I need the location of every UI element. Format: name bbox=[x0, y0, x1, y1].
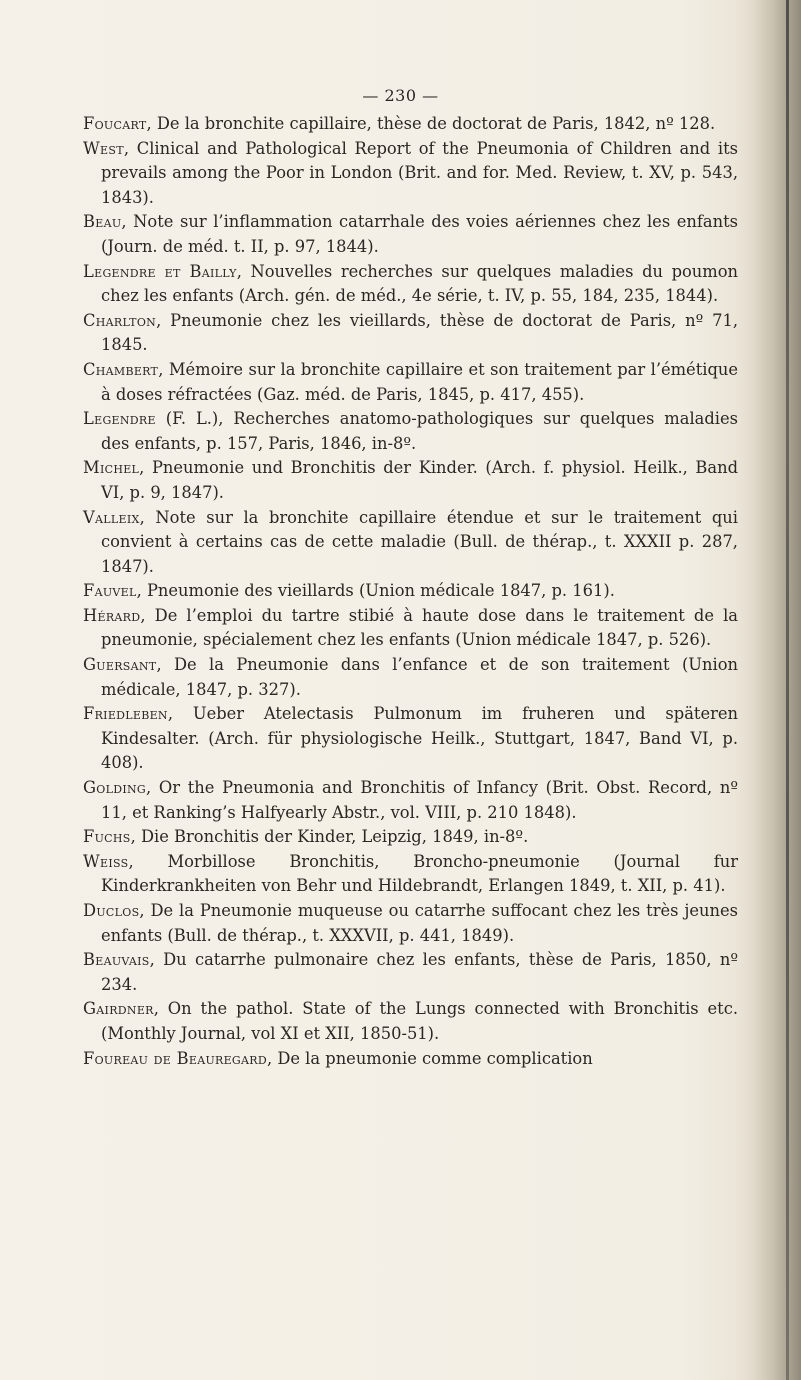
entry-author: Fuchs bbox=[83, 827, 131, 847]
bibliography-entry bbox=[83, 309, 738, 358]
bibliography-entry bbox=[83, 850, 738, 899]
entry-author: Charlton bbox=[83, 310, 157, 330]
entry-author: Golding bbox=[83, 778, 147, 798]
bibliography-entry bbox=[83, 358, 738, 407]
entry-text: , De la Pneumonie dans l’enfance et de son traitement (Union médicale, 1847, p. 327). bbox=[101, 655, 738, 699]
bibliography-entry bbox=[83, 825, 738, 850]
entry-author: Legendre et Bailly bbox=[83, 261, 237, 281]
bibliography-entry bbox=[83, 506, 738, 580]
bibliography-entry bbox=[83, 948, 738, 997]
bibliography-entry bbox=[83, 776, 738, 825]
entry-text: , Pneumonie des vieillards (Union médicale 1847, p. 161). bbox=[136, 581, 615, 601]
bibliography-entry bbox=[83, 137, 738, 211]
entry-text: , De l’emploi du tartre stibié à haute dose dans le traitement de la pneumonie, spécialement chez les enfants (Union médicale 1847, p. 526). bbox=[101, 605, 738, 650]
entry-text: , Ueber Atelectasis Pulmonum im fruheren und späteren Kindesalter. (Arch. für physiologische Heilk., Stuttgart, 1847, Band VI, p. 408). bbox=[101, 704, 738, 773]
binding-edge bbox=[786, 0, 789, 1380]
entry-author: Chambert bbox=[83, 359, 159, 379]
bibliography-entry bbox=[83, 899, 738, 948]
entry-author: Legendre bbox=[83, 409, 156, 429]
bibliography-entry bbox=[83, 702, 738, 776]
entry-text: , Note sur la bronchite capillaire étendue et sur le traitement qui convient à certains cas de cette maladie (Bull. de thérap., t. XXXII p. 287, 1847). bbox=[101, 507, 738, 576]
bibliography-entry bbox=[83, 407, 738, 456]
entry-author: Hérard bbox=[83, 605, 141, 625]
bibliography-entry bbox=[83, 997, 738, 1046]
entry-author: West bbox=[83, 138, 124, 158]
entry-text: , Du catarrhe pulmonaire chez les enfants, thèse de Paris, 1850, nº 234. bbox=[101, 950, 738, 994]
bibliography-entry bbox=[83, 210, 738, 259]
entry-text: , Pneumonie chez les vieillards, thèse de doctorat de Paris, nº 71, 1845. bbox=[101, 310, 738, 355]
entry-author: Foureau de Beauregard bbox=[83, 1048, 267, 1068]
entry-author: Fauvel bbox=[83, 581, 137, 601]
entry-text: (F. L.), Recherches anatomo-pathologiques sur quelques maladies des enfants, p. 157, Paris, 1846, in-8º. bbox=[101, 409, 738, 453]
entry-author: Gairdner bbox=[83, 999, 154, 1019]
entry-text: , De la pneumonie comme complication bbox=[266, 1048, 593, 1068]
entry-text: , Nouvelles recherches sur quelques maladies du poumon chez les enfants (Arch. gén. de méd., 4e série, t. IV, p. 55, 184, 235, 1844). bbox=[101, 261, 739, 306]
entry-text: , De la bronchite capillaire, thèse de doctorat de Paris, 1842, nº 128. bbox=[146, 114, 716, 133]
entry-text: , Note sur l’inflammation catarrhale des voies aériennes chez les enfants (Journ. de méd. t. II, p. 97, 1844). bbox=[101, 212, 738, 256]
entry-author: Michel bbox=[83, 458, 140, 478]
entry-text: , Or the Pneumonia and Bronchitis of Infancy (Brit. Obst. Record, nº 11, et Ranking’s Halfyearly Abstr., vol. VIII, p. 210 1848). bbox=[101, 778, 738, 822]
entry-author: Beauvais bbox=[83, 950, 150, 970]
bibliography-entry bbox=[83, 456, 738, 505]
entry-author: Guersant bbox=[83, 655, 157, 675]
entry-text: , Morbillose Bronchitis, Broncho-pneumonie (Journal fur Kinderkrankheiten von Behr und Hildebrandt, Erlangen 1849, t. XII, p. 41). bbox=[101, 851, 738, 896]
bibliography-entry bbox=[83, 1047, 738, 1072]
bibliography-entry bbox=[83, 604, 738, 653]
entry-author: Valleix bbox=[83, 507, 140, 527]
entry-text: , On the pathol. State of the Lungs connected with Bronchitis etc. (Monthly Journal, vol XI et XII, 1850-51). bbox=[101, 999, 738, 1043]
entry-text: , Mémoire sur la bronchite capillaire et son traitement par l’émétique à doses réfractées (Gaz. méd. de Paris, 1845, p. 417, 455). bbox=[101, 359, 738, 404]
entry-text: , Die Bronchitis der Kinder, Leipzig, 1849, in-8º. bbox=[130, 827, 529, 847]
entry-author: Weiss bbox=[83, 851, 129, 871]
page-number: — 230 — bbox=[362, 86, 439, 105]
bibliography-entry bbox=[83, 112, 738, 137]
entry-text: , De la Pneumonie muqueuse ou catarrhe suffocant chez les très jeunes enfants (Bull. de thérap., t. XXXVII, p. 441, 1849). bbox=[101, 901, 738, 945]
entry-text: , Clinical and Pathological Report of the Pneumonia of Children and its prevails among the Poor in London (Brit. and for. Med. Review, t. XV, p. 543, 1843). bbox=[101, 138, 738, 207]
entry-author: Beau bbox=[83, 212, 122, 232]
entry-author: Foucart bbox=[83, 114, 147, 133]
entry-text: , Pneumonie und Bronchitis der Kinder. (Arch. f. physiol. Heilk., Band VI, p. 9, 1847). bbox=[101, 458, 738, 502]
bibliography-entry bbox=[83, 260, 738, 309]
page-edge-shadow bbox=[753, 0, 801, 1380]
bibliography-entry bbox=[83, 653, 738, 702]
entry-author: Duclos bbox=[83, 901, 140, 920]
bibliography-list bbox=[83, 112, 738, 1071]
bibliography-entry bbox=[83, 579, 738, 604]
entry-author: Friedleben bbox=[83, 704, 168, 724]
